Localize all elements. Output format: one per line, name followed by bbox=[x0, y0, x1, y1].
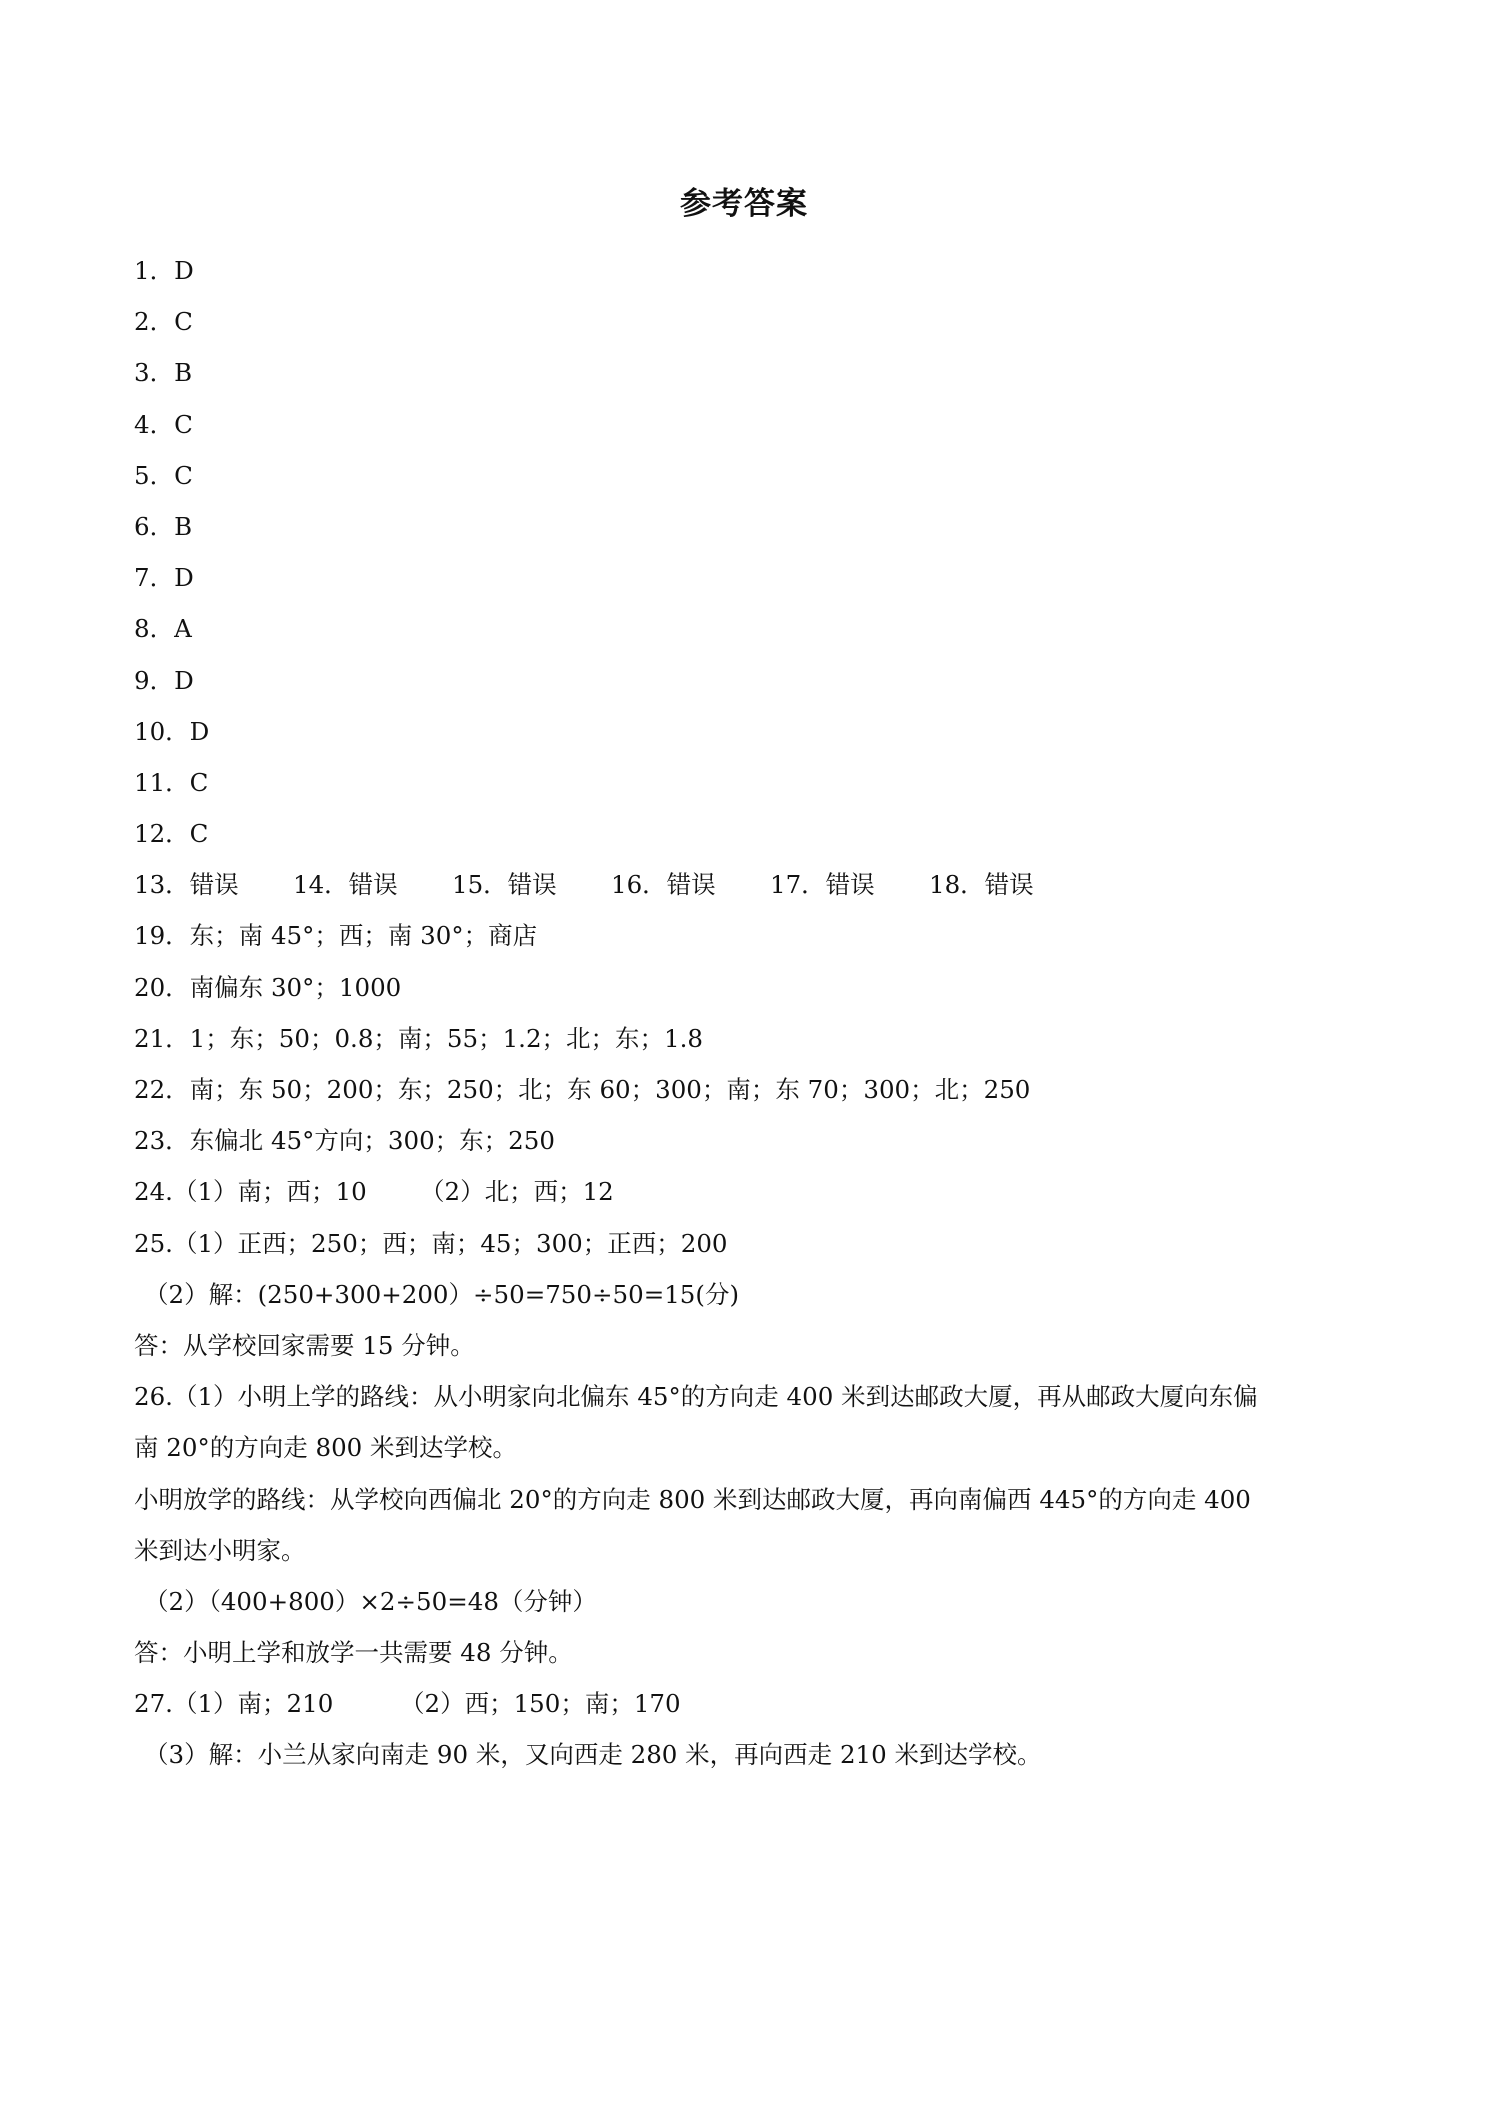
answer-8: 8．A bbox=[134, 614, 192, 644]
answer-26-part1-line1: 26.（1）小明上学的路线：从小明家向北偏东 45°的方向走 400 米到达邮政大厦，再从邮政大厦向东偏 bbox=[134, 1382, 1258, 1412]
answer-14: 14．错误 bbox=[293, 870, 398, 900]
answer-10: 10．D bbox=[134, 716, 210, 746]
answer-6: 6．B bbox=[134, 511, 193, 541]
answer-4: 4．C bbox=[134, 409, 193, 439]
answer-9: 9．D bbox=[134, 665, 194, 695]
answer-5: 5．C bbox=[134, 460, 193, 490]
answer-1: 1．D bbox=[134, 256, 194, 285]
answer-20: 20．南偏东 30°；1000 bbox=[134, 972, 402, 1002]
answer-16: 16．错误 bbox=[611, 870, 716, 900]
answer-26-part1-line4: 米到达小明家。 bbox=[134, 1535, 306, 1565]
answer-26-conclusion: 答：小明上学和放学一共需要 48 分钟。 bbox=[134, 1638, 573, 1668]
answer-26-part2: （2）（400+800）×2÷50=48（分钟） bbox=[144, 1586, 597, 1616]
answer-26-part1-line3: 小明放学的路线：从学校向西偏北 20°的方向走 800 米到达邮政大厦，再向南偏西 445°的方向走 400 bbox=[134, 1484, 1251, 1514]
answer-12: 12．C bbox=[134, 819, 209, 849]
answer-25-part1: 25.（1）正西；250；西；南；45；300；正西；200 bbox=[134, 1228, 728, 1258]
answers-13-18 bbox=[134, 859, 1374, 910]
page-title: 参考答案 bbox=[680, 186, 808, 222]
answer-17: 17．错误 bbox=[770, 870, 875, 900]
answer-21: 21．1；东；50；0.8；南；55；1.2；北；东；1.8 bbox=[134, 1023, 704, 1053]
answer-27-part1: 27.（1）南；210 bbox=[134, 1689, 334, 1719]
answer-27 bbox=[134, 1678, 1374, 1729]
answer-24-part1: 24.（1）南；西；10 bbox=[134, 1177, 367, 1207]
answer-25-part2: （2）解：(250+300+200）÷50=750÷50=15(分) bbox=[144, 1279, 740, 1309]
answer-24 bbox=[134, 1166, 1374, 1217]
answer-11: 11．C bbox=[134, 767, 209, 797]
answer-22: 22．南；东 50；200；东；250；北；东 60；300；南；东 70；300；北；250 bbox=[134, 1075, 1031, 1104]
answer-list bbox=[134, 245, 1374, 1781]
answer-13: 13．错误 bbox=[134, 870, 239, 900]
answer-7: 7．D bbox=[134, 563, 194, 593]
answer-3: 3．B bbox=[134, 358, 193, 388]
answer-24-part2: （2）北；西；12 bbox=[420, 1177, 614, 1207]
answer-27-part3: （3）解：小兰从家向南走 90 米，又向西走 280 米，再向西走 210 米到达学校。 bbox=[144, 1740, 1042, 1770]
answer-27-part2: （2）西；150；南；170 bbox=[400, 1689, 681, 1719]
answer-2: 2．C bbox=[134, 307, 193, 337]
answer-19: 19．东；南 45°；西；南 30°；商店 bbox=[134, 921, 538, 951]
answer-26-part1-line2: 南 20°的方向走 800 米到达学校。 bbox=[134, 1433, 518, 1463]
answer-23: 23．东偏北 45°方向；300；东；250 bbox=[134, 1126, 555, 1156]
answer-18: 18．错误 bbox=[929, 870, 1034, 900]
answer-15: 15．错误 bbox=[452, 870, 557, 900]
answer-25-conclusion: 答：从学校回家需要 15 分钟。 bbox=[134, 1330, 475, 1360]
